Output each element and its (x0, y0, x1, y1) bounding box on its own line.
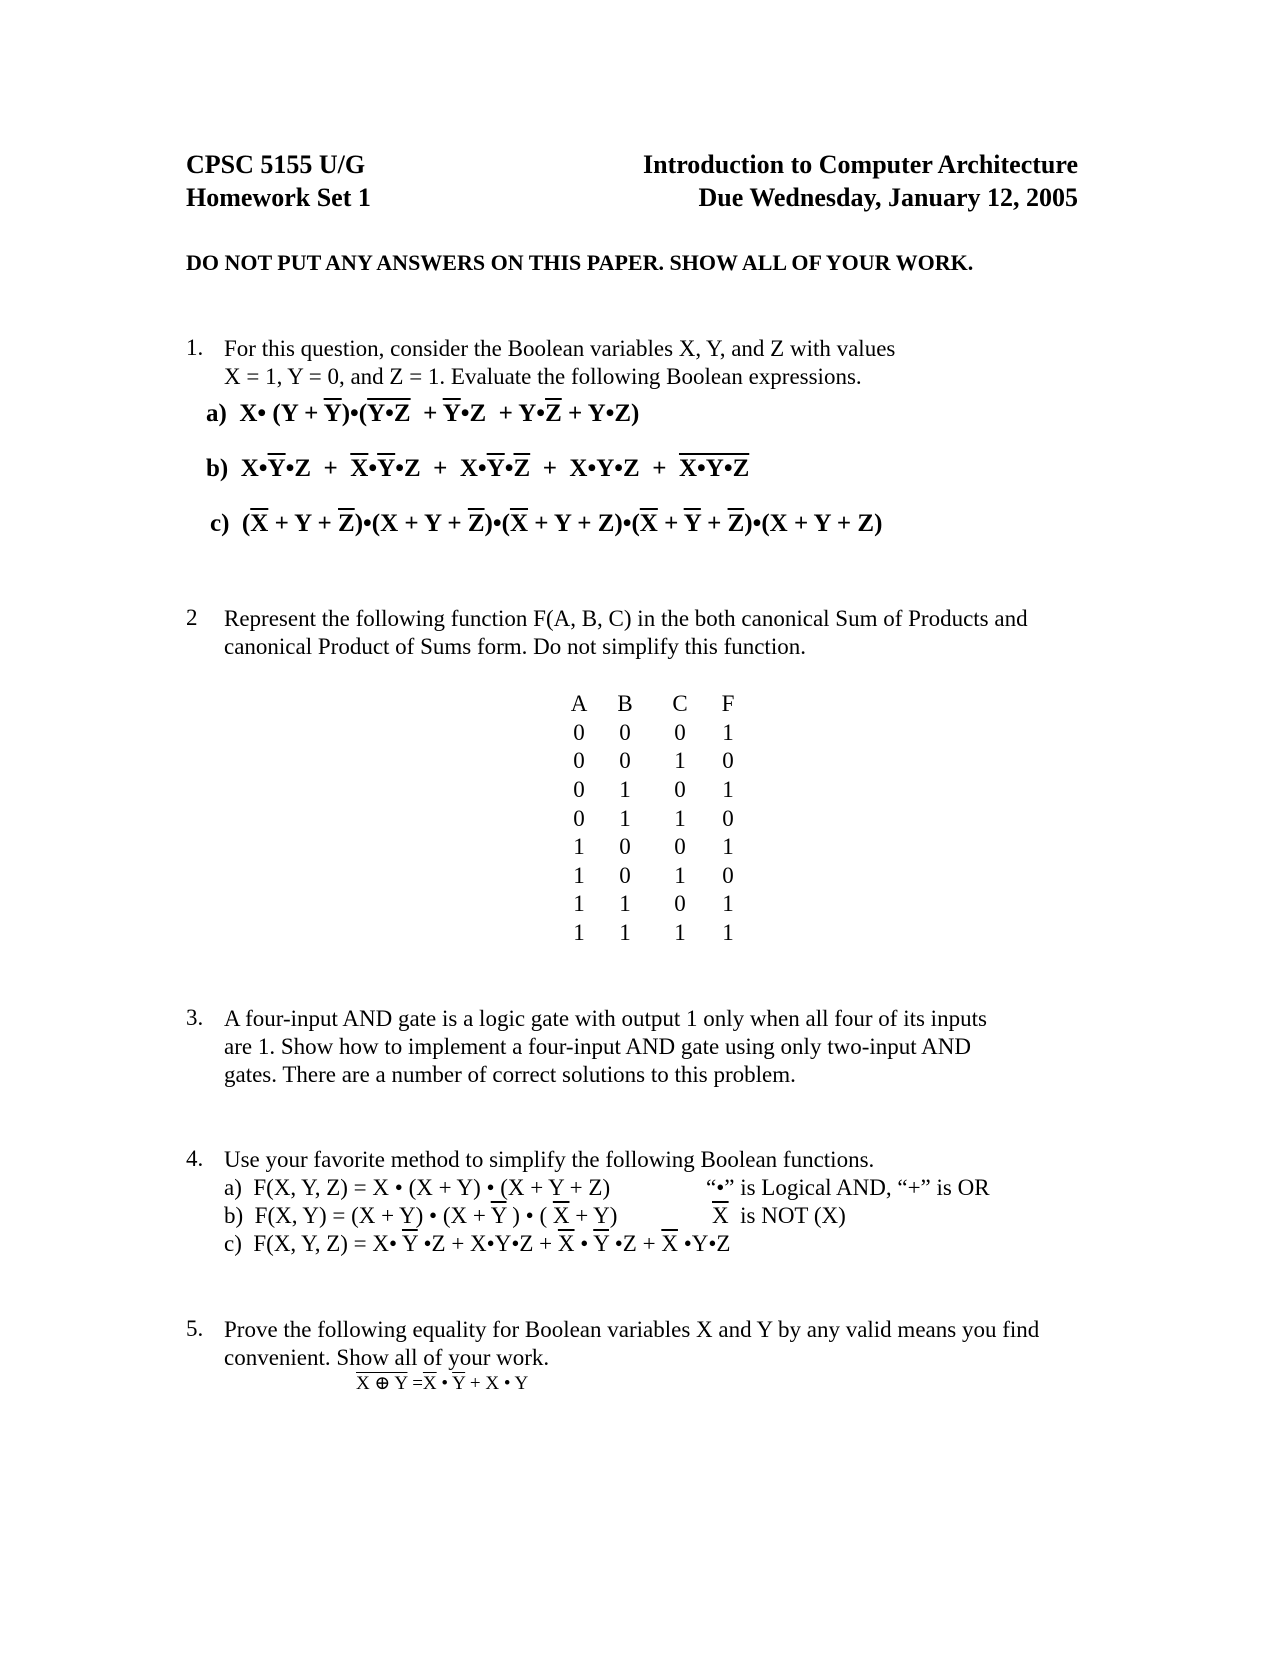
cell-c: 1 (674, 920, 686, 946)
header-f: F (721, 691, 735, 717)
cell-f: 1 (722, 891, 734, 917)
cell-b: 1 (619, 777, 631, 803)
table-row (560, 890, 748, 919)
cell-c: 1 (674, 862, 686, 888)
q1-number: 1. (186, 335, 204, 360)
table-row (560, 747, 748, 776)
q4-note-a: “•” is Logical AND, “+” is OR (706, 1175, 990, 1200)
cell-b: 0 (619, 748, 631, 774)
q4-note-b-text: is NOT (X) (740, 1203, 846, 1228)
course-title: Introduction to Computer Architecture (643, 150, 1078, 179)
q4-item-a: a) F(X, Y, Z) = X • (X + Y) • (X + Y + Z) (224, 1175, 611, 1200)
q5-equality: X ⊕ $Y =\overline{X}$ • $\overline{Y} + X$ • Y (356, 1373, 529, 1394)
table-row (560, 833, 748, 862)
cell-b: 0 (619, 719, 631, 745)
q3-number: 3. (186, 1005, 204, 1030)
warning-text: DO NOT PUT ANY ANSWERS ON THIS PAPER. SHOW ALL OF YOUR WORK. (186, 250, 974, 275)
cell-a: 1 (573, 862, 585, 888)
cell-a: 1 (573, 920, 585, 946)
truth-table-header (560, 690, 748, 719)
q3-line1: A four-input AND gate is a logic gate with output 1 only when all four of its inputs (224, 1006, 987, 1031)
cell-a: 0 (573, 748, 585, 774)
q1-line2: X = 1, Y = 0, and Z = 1. Evaluate the following Boolean expressions. (224, 364, 862, 389)
cell-b: 1 (619, 920, 631, 946)
cell-b: 0 (619, 834, 631, 860)
cell-f: 1 (722, 777, 734, 803)
cell-f: 0 (722, 805, 734, 831)
course-code: CPSC 5155 U/G (186, 150, 366, 179)
q1-label-b: b) (206, 455, 229, 482)
header-b: B (617, 691, 633, 717)
q4-item-c: c) F(X, Y, Z) = X• $\overline{Y}$ •Z + X•Y•Z + $\overline{X}$ • $\overline{Y}$ •Z + $\overline{X}$ •Y•Z (224, 1231, 731, 1256)
due-date: Due Wednesday, January 12, 2005 (698, 183, 1078, 212)
cell-c: 0 (674, 834, 686, 860)
q3-line3: gates. There are a number of correct solutions to this problem. (224, 1062, 796, 1087)
cell-f: 1 (722, 719, 734, 745)
q5-line2: convenient. Show all of your work. (224, 1345, 550, 1370)
q1-expression-c: c) ($\overline{X} + Y$ + $\overline{Z})•(X + Y$ + $\overline{Z})•(\overline{X} + Y$ + $Z)•(\overline{X} + \overline{Y}$ + $\overline{Z})•(X + Y + Z)$ (210, 510, 883, 537)
table-row (560, 804, 748, 833)
q1-line1: For this question, consider the Boolean variables X, Y, and Z with values (224, 336, 896, 361)
q4-line1: Use your favorite method to simplify the following Boolean functions. (224, 1147, 875, 1172)
table-row (560, 776, 748, 805)
cell-c: 1 (674, 805, 686, 831)
q5-line1: Prove the following equality for Boolean variables X and Y by any valid means you find (224, 1317, 1040, 1342)
cell-b: 1 (619, 891, 631, 917)
cell-a: 0 (573, 805, 585, 831)
cell-c: 0 (674, 719, 686, 745)
cell-a: 0 (573, 719, 585, 745)
cell-f: 1 (722, 920, 734, 946)
q1-label-a: a) (206, 400, 227, 427)
q3-line2: are 1. Show how to implement a four-input AND gate using only two-input AND (224, 1034, 971, 1059)
q1-expression-b: b) $X•\overline{Y}•Z$ + $\overline{X}•\overline{Y}•Z$ + $X•\overline{Y}•\overline{Z}$ + X•Y•Z + X•Y•Z (206, 455, 750, 482)
q4-label-b: b) (224, 1203, 244, 1228)
cell-c: 1 (674, 748, 686, 774)
q4-label-c: c) (224, 1231, 242, 1256)
q4-note-b: $\overline{X}$ is NOT (X) (712, 1203, 846, 1228)
cell-a: 1 (573, 891, 585, 917)
q4-label-a: a) (224, 1175, 242, 1200)
cell-f: 1 (722, 834, 734, 860)
cell-c: 0 (674, 891, 686, 917)
q2-line2: canonical Product of Sums form. Do not simplify this function. (224, 634, 806, 659)
assignment-name: Homework Set 1 (186, 183, 371, 212)
q4-item-b: b) F(X, Y) = (X + Y) • ($X + \overline{Y}$ ) • ( $\overline{X} + Y$) (224, 1203, 618, 1228)
cell-a: 0 (573, 777, 585, 803)
cell-b: 1 (619, 805, 631, 831)
q2-line1: Represent the following function F(A, B, C) in the both canonical Sum of Products and (224, 606, 1028, 631)
q4-number: 4. (186, 1146, 204, 1171)
q1-label-c: c) (210, 510, 230, 537)
q1-expression-a: a) X• $(Y + \overline{Y})•(Y•Z$ + $\overline{Y}•Z$ + $Y•\overline{Z}$ + Y•Z) (206, 400, 640, 427)
cell-b: 0 (619, 862, 631, 888)
truth-table (560, 690, 748, 947)
header-c: C (672, 691, 688, 717)
header-a: A (570, 691, 588, 717)
table-row (560, 719, 748, 748)
cell-c: 0 (674, 777, 686, 803)
cell-a: 1 (573, 834, 585, 860)
table-row (560, 919, 748, 948)
q5-number: 5. (186, 1316, 204, 1341)
cell-f: 0 (722, 862, 734, 888)
q2-number: 2 (186, 605, 198, 630)
table-row (560, 862, 748, 891)
cell-f: 0 (722, 748, 734, 774)
